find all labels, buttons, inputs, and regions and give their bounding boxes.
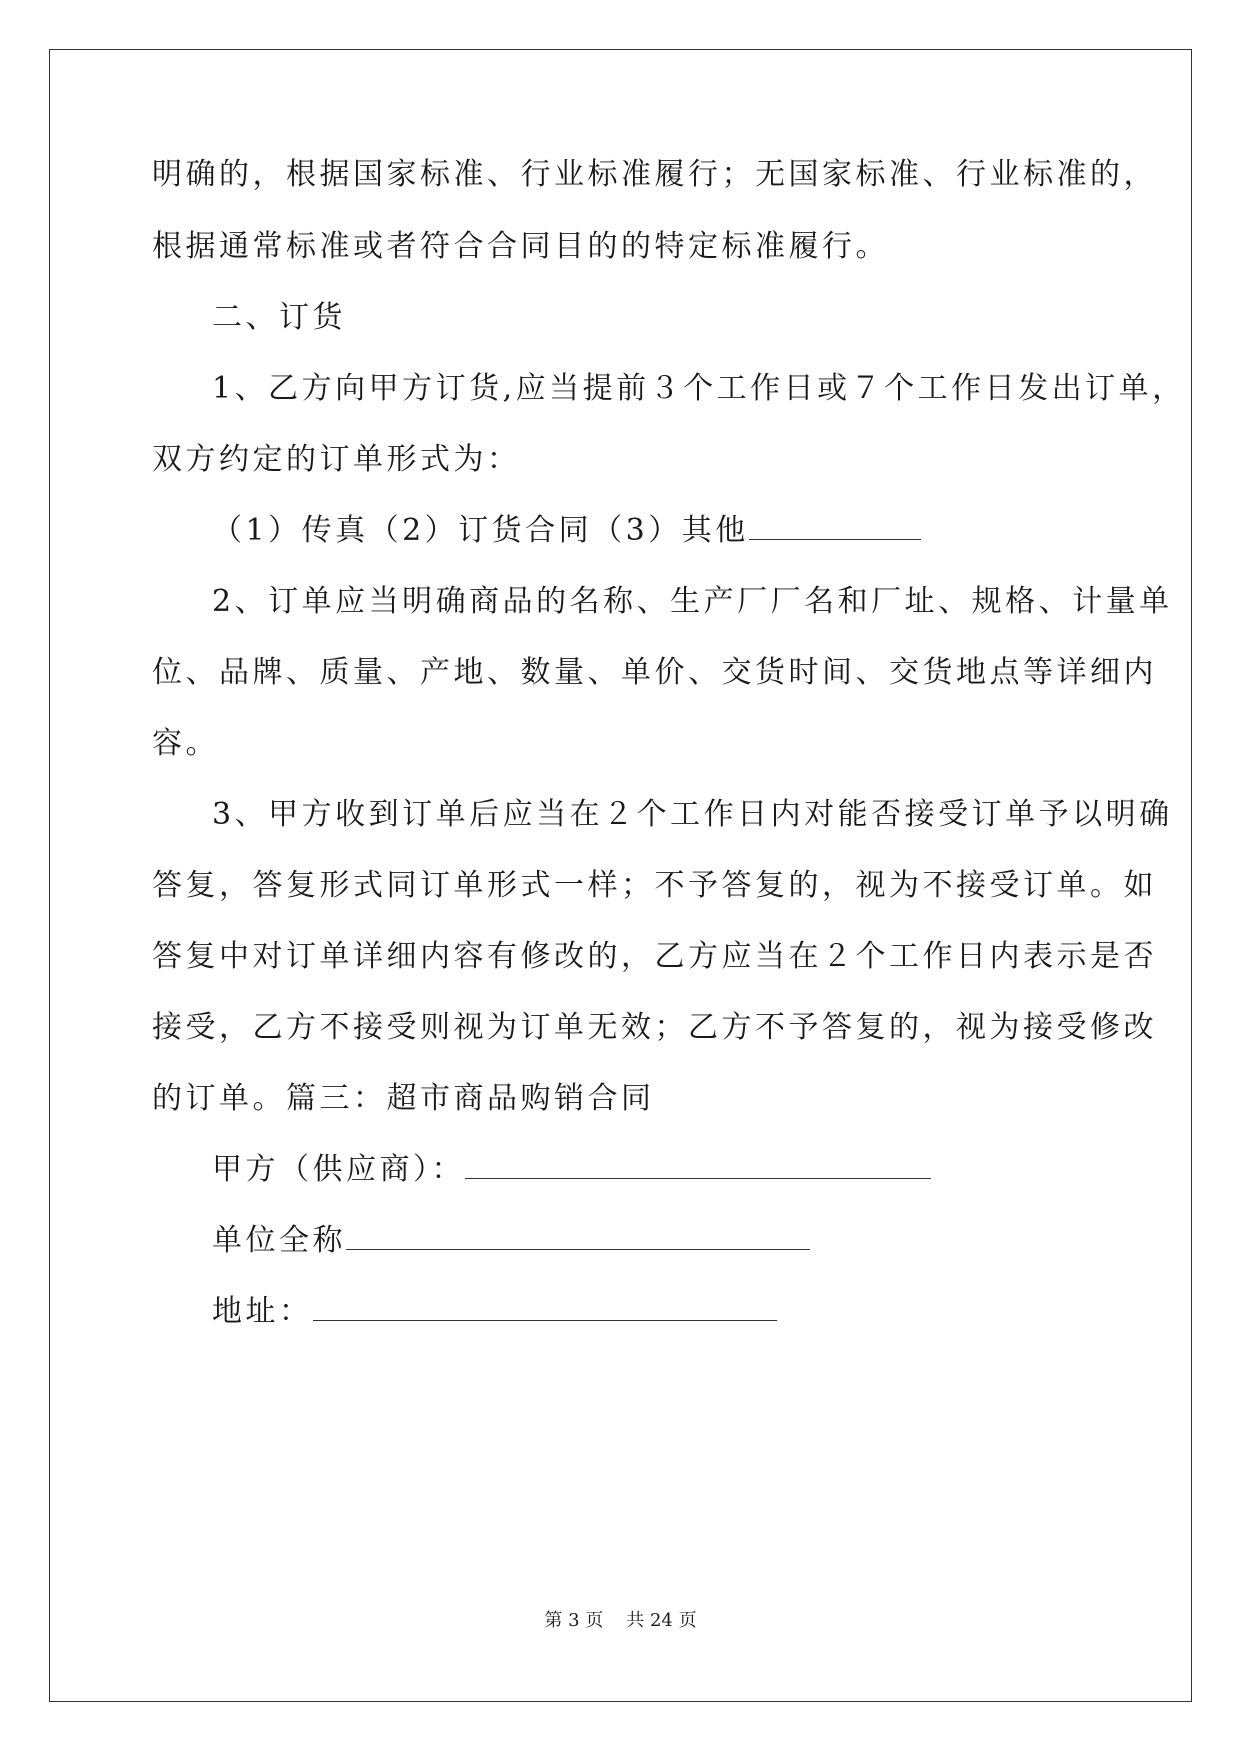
body-line-clause-1-cont: 双方约定的订单形式为： <box>152 442 521 477</box>
body-line-clause-3-cont-1: 答复，答复形式同订单形式一样；不予答复的，视为不接受订单。如 <box>152 868 1157 903</box>
body-line-clause-2-end: 容。 <box>152 726 219 761</box>
section-heading-ordering: 二、订货 <box>212 300 346 335</box>
address-label: 地址： <box>212 1294 313 1329</box>
body-line-section-title: 的订单。篇三：超市商品购销合同 <box>152 1081 655 1116</box>
page-total: 共 24 页 <box>626 1610 697 1631</box>
body-line-1: 明确的，根据国家标准、行业标准履行；无国家标准、行业标准的， <box>152 157 1157 192</box>
order-form-options-text: （1）传真（2）订货合同（3）其他 <box>212 513 749 548</box>
other-blank-line[interactable] <box>749 515 921 540</box>
body-line-clause-3: 3、甲方收到订单后应当在２个工作日内对能否接受订单予以明确 <box>212 797 1173 832</box>
body-line-clause-3-cont-2: 答复中对订单详细内容有修改的，乙方应当在２个工作日内表示是否 <box>152 939 1157 974</box>
party-a-label: 甲方（供应商）： <box>212 1152 465 1187</box>
address-field <box>212 1292 777 1332</box>
company-name-blank-line[interactable] <box>346 1225 810 1250</box>
address-blank-line[interactable] <box>313 1296 777 1321</box>
page-number: 第 3 页 <box>544 1610 604 1631</box>
order-form-options <box>212 511 921 551</box>
body-line-clause-3-cont-3: 接受，乙方不接受则视为订单无效；乙方不予答复的，视为接受修改 <box>152 1010 1157 1045</box>
body-line-clause-1: 1、乙方向甲方订货,应当提前３个工作日或７个工作日发出订单， <box>212 371 1186 406</box>
company-name-label: 单位全称 <box>212 1223 346 1258</box>
company-name-field <box>212 1221 810 1261</box>
body-line-clause-2-cont: 位、品牌、质量、产地、数量、单价、交货时间、交货地点等详细内 <box>152 655 1157 690</box>
page-footer <box>0 1609 1241 1633</box>
body-line-2: 根据通常标准或者符合合同目的的特定标准履行。 <box>152 229 889 264</box>
party-a-field <box>212 1150 931 1190</box>
party-a-blank-line[interactable] <box>465 1154 931 1179</box>
body-line-clause-2: 2、订单应当明确商品的名称、生产厂厂名和厂址、规格、计量单 <box>212 584 1173 619</box>
